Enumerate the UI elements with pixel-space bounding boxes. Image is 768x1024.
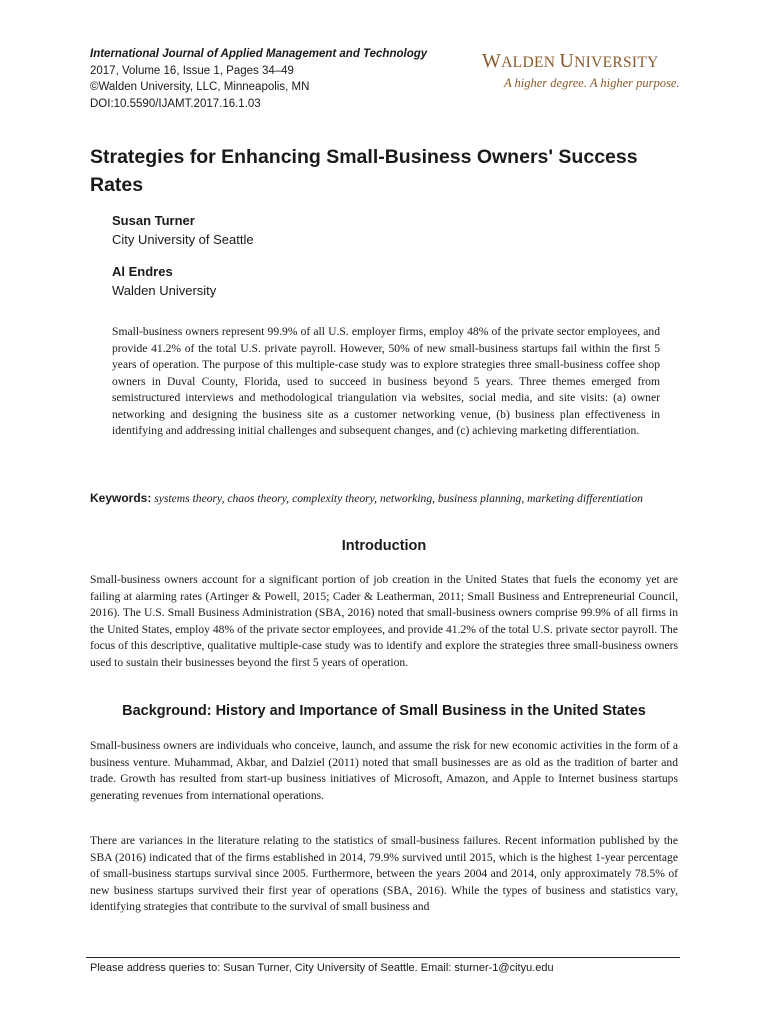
keywords-list: systems theory, chaos theory, complexity theory, networking, business planning, marketing differentiation — [154, 492, 643, 505]
author-affiliation: Walden University — [112, 282, 217, 298]
logo-tagline: A higher degree. A higher purpose. — [504, 76, 680, 90]
article-title: Strategies for Enhancing Small-Business Owners' Success Rates — [90, 146, 638, 196]
journal-copyright: ©Walden University, LLC, Minneapolis, MN — [90, 81, 310, 93]
introduction-paragraph: Small-business owners account for a significant portion of job creation in the United States that fuels the economy yet are failing at alarming rates (Artinger & Powell, 2015; Cader & Leatherman, 2011; Small Business and Entrepreneurial Council, 2016). The U.S. Small Business Administration (SBA, 2016) noted that small-business owners comprise 99.9% of all firms in the United States, employ 48% of the private sector employees, and provide 41.2% of the total U.S. private sector payroll. The focus of this descriptive, qualitative multiple-case study was to identify and explore the strategies three small-business owners used to sustain their businesses beyond the first 5 years of operation. — [90, 573, 678, 669]
footer-divider — [86, 957, 680, 958]
author-block — [112, 263, 216, 300]
author-affiliation: City University of Seattle — [112, 231, 254, 247]
section-heading-background: Background: History and Importance of Small Business in the United States — [122, 703, 646, 719]
logo-wordmark: WALDEN UNIVERSITY — [482, 50, 659, 72]
abstract: Small-business owners represent 99.9% of all U.S. employer firms, employ 48% of the private sector employees, and provide 41.2% of the total U.S. private payroll. However, 50% of new small-business startups fail within the first 5 years of operation. The purpose of this multiple-case study was to explore strategies three small-business coffee shop owners in Duval County, Florida, used to succeed in business beyond 5 years. Three themes emerged from semistructured interviews and methodological triangulation via websites, social media, and site visits: (a) owner networking and designing the business site as a customer networking venue, (b) business plan effectiveness in identifying and addressing initial challenges and subsequent changes, and (c) achieving marketing differentiation. — [112, 325, 660, 437]
author-name: Al Endres — [112, 264, 173, 279]
journal-header — [90, 46, 427, 112]
journal-doi: DOI:10.5590/IJAMT.2017.16.1.03 — [90, 97, 261, 110]
journal-name: International Journal of Applied Management and Technology — [90, 48, 428, 60]
footer-contact: Please address queries to: Susan Turner, City University of Seattle. Email: sturner-1@cityu.edu — [90, 962, 554, 974]
keywords — [90, 490, 680, 508]
author-name: Susan Turner — [112, 213, 195, 228]
walden-university-logo — [482, 50, 680, 91]
background-paragraph-1: Small-business owners are individuals who conceive, launch, and assume the risk for new economic activities in the form of a business venture. Muhammad, Akbar, and Dalziel (2011) noted that small businesses are as old as the tradition of barter and trade. Growth has resulted from start-up business initiatives of Microsoft, Amazon, and Apple to Internet business startups generating revenues from international operations. — [90, 739, 678, 802]
background-paragraph-2: There are variances in the literature relating to the statistics of small-business failures. Recent information published by the SBA (2016) indicated that of the firms established in 2014, 79.9% survived until 2015, which is the highest 1-year percentage of small-business startups survival since 2005. Furthermore, between the years 2004 and 2014, only approximately 78.5% of new business startups survived their first year of operations (SBA, 2016). While the types of business and statistics vary, identifying strategies that contribute to the survival of small business and — [90, 834, 678, 914]
keywords-label: Keywords: — [90, 491, 152, 505]
journal-volume: 2017, Volume 16, Issue 1, Pages 34–49 — [90, 64, 294, 77]
author-block — [112, 212, 254, 249]
section-heading-introduction: Introduction — [341, 538, 427, 554]
